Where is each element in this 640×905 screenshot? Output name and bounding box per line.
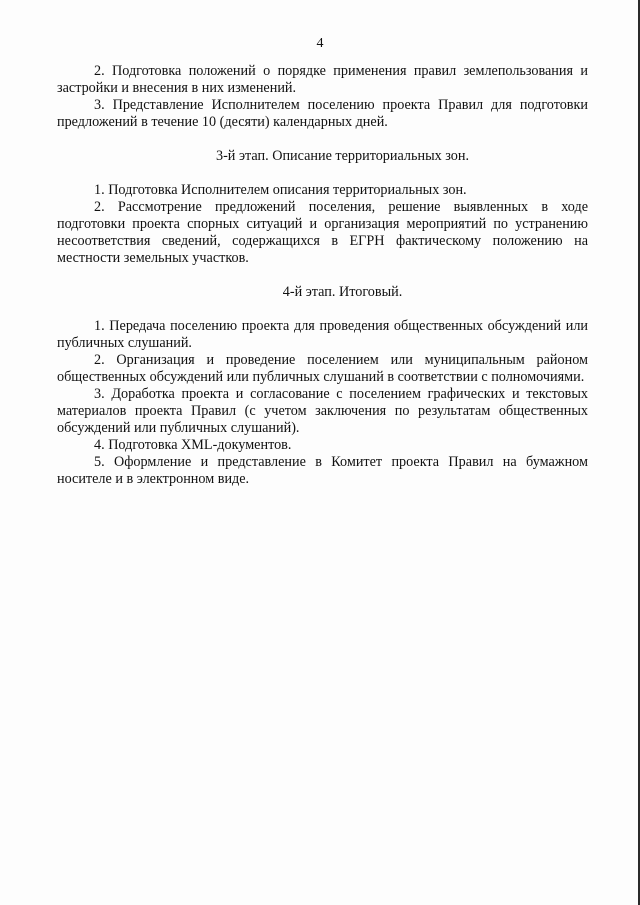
item-number: 5. bbox=[94, 454, 105, 470]
item-number: 1. bbox=[94, 318, 105, 334]
item-number: 3. bbox=[94, 97, 105, 113]
section bbox=[57, 131, 588, 267]
list-item bbox=[57, 352, 588, 386]
item-text: Передача поселению проекта для проведения общественных обсуждений или публичных слушаний. bbox=[57, 318, 588, 351]
list-item bbox=[57, 63, 588, 97]
list-item bbox=[57, 318, 588, 352]
item-number: 1. bbox=[94, 182, 105, 198]
section-title: 3-й этап. Описание территориальных зон. bbox=[215, 148, 469, 164]
item-number: 2. bbox=[94, 63, 105, 79]
list-item bbox=[57, 97, 588, 131]
item-text: Оформление и представление в Комитет проекта Правил на бумажном носителе и в электронном виде. bbox=[57, 454, 588, 487]
document-body bbox=[57, 63, 588, 488]
list-item bbox=[57, 182, 588, 199]
sections-container bbox=[57, 131, 588, 488]
item-text: Подготовка XML-документов. bbox=[104, 437, 292, 453]
list-item bbox=[57, 454, 588, 488]
list-item bbox=[57, 437, 588, 454]
section-title: 4-й этап. Итоговый. bbox=[282, 284, 403, 300]
item-text: Доработка проекта и согласование с поселением графических и текстовых материалов проекта Правил (с учетом заключения по результатам общественных обсуждений или публичных слушаний). bbox=[57, 386, 588, 436]
section bbox=[57, 267, 588, 488]
intro-list bbox=[57, 63, 588, 131]
item-text: Представление Исполнителем поселению проекта Правил для подготовки предложений в течение 10 (десяти) календарных дней. bbox=[57, 97, 588, 130]
item-number: 2. bbox=[94, 199, 105, 215]
list-item bbox=[57, 386, 588, 437]
item-number: 3. bbox=[94, 386, 105, 402]
page-number: 4 bbox=[316, 36, 324, 51]
item-text: Подготовка положений о порядке применения правил землепользования и застройки и внесения в них изменений. bbox=[57, 63, 588, 96]
item-number: 4. bbox=[94, 437, 105, 453]
item-text: Организация и проведение поселением или муниципальным районом общественных обсуждений или публичных слушаний в соответствии с полномочиями. bbox=[57, 352, 588, 385]
item-number: 2. bbox=[94, 352, 105, 368]
list-item bbox=[57, 199, 588, 267]
item-text: Подготовка Исполнителем описания территориальных зон. bbox=[104, 182, 467, 198]
item-text: Рассмотрение предложений поселения, решение выявленных в ходе подготовки проекта спорных ситуаций и организация мероприятий по устранению несоответствия сведений, содержащихся в ЕГРН фактическому положению на местности земельных участков. bbox=[57, 199, 588, 266]
